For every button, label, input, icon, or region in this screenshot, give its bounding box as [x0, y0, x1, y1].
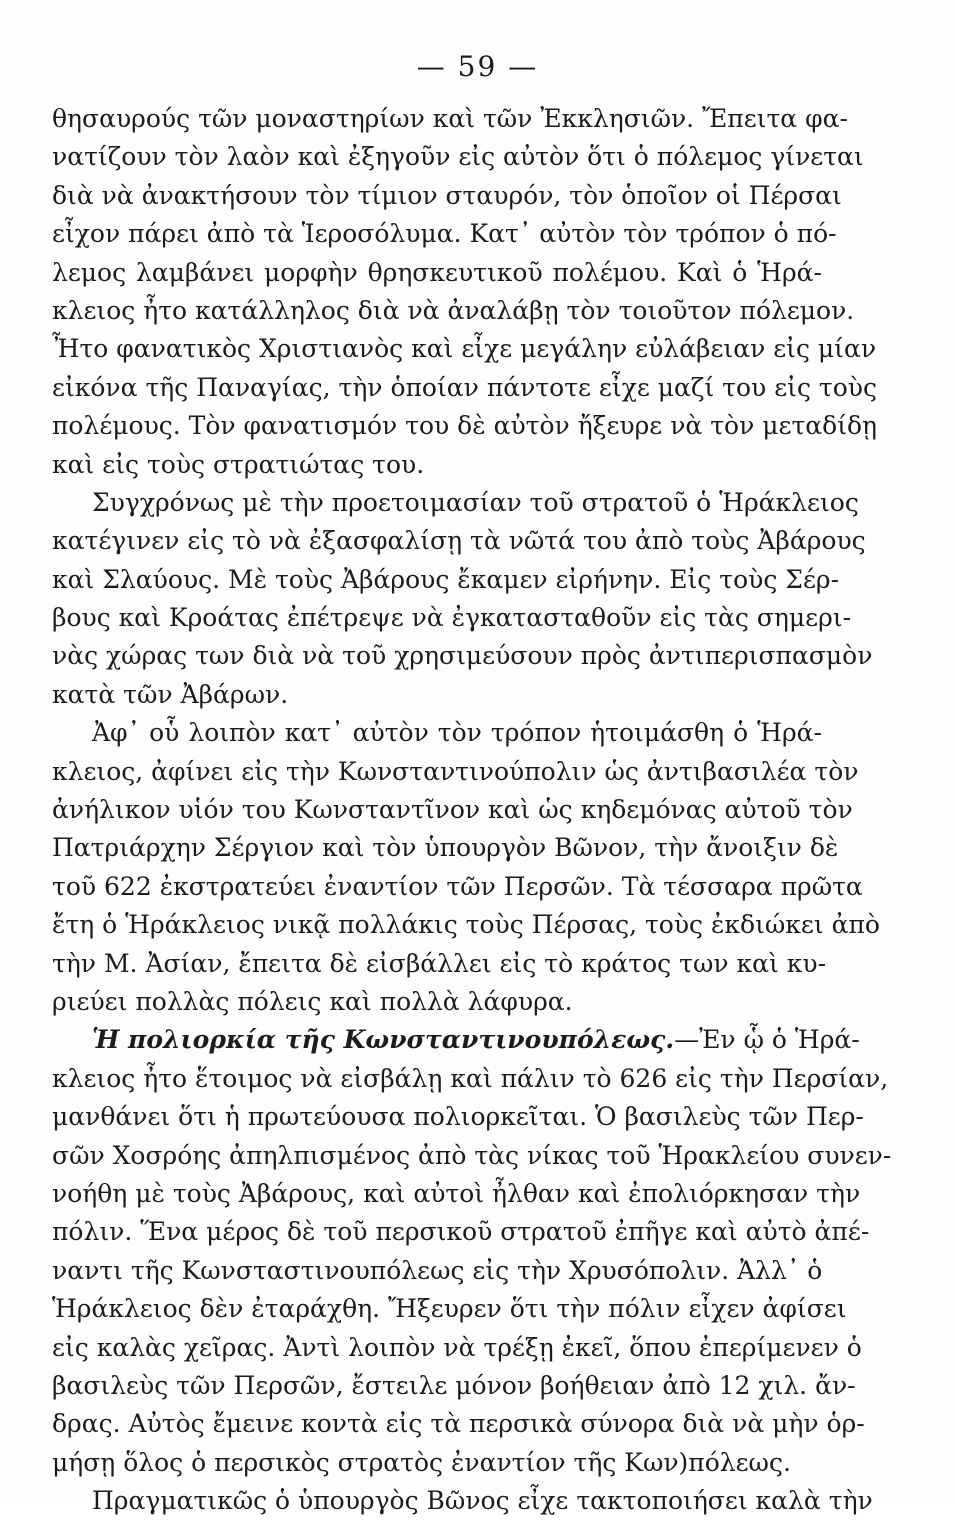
text-line-5: λεμος λαμβάνει μορφὴν θρησκευτικοῦ πολέμου. Καὶ ὁ Ἡρά-: [52, 257, 822, 287]
text-line-35: δρας. Αὐτὸς ἔμεινε κοντὰ εἰς τὰ περσικὰ σύνορα διὰ νὰ μὴν ὁρ-: [52, 1409, 865, 1439]
text-line-17: Ἀφ᾽ οὗ λοιπὸν κατ᾽ αὐτὸν τὸν τρόπον ἡτοιμάσθη ὁ Ἡρά-: [92, 718, 822, 748]
text-line-30: πόλιν. Ἕνα μέρος δὲ τοῦ περσικοῦ στρατοῦ ἐπῆγε καὶ αὐτὸ ἀπέ-: [52, 1217, 870, 1247]
text-line-6: κλειος ἦτο κατάλληλος διὰ νὰ ἀναλάβῃ τὸν τοιοῦτον πόλεμον.: [52, 295, 855, 325]
text-line-3: διὰ νὰ ἀνακτήσουν τὸν τίμιον σταυρόν, τὸν ὁποῖον οἱ Πέρσαι: [52, 180, 842, 210]
text-line-13: καὶ Σλαύους. Μὲ τοὺς Ἀβάρους ἔκαμεν εἰρήνην. Εἰς τοὺς Σέρ-: [52, 564, 840, 594]
text-line-9: πολέμους. Τὸν φανατισμόν του δὲ αὐτὸν ἤξευρε νὰ τὸν μεταδίδῃ: [52, 411, 878, 441]
text-line-4: εἶχον πάρει ἀπὸ τὰ Ἱεροσόλυμα. Κατ᾽ αὐτὸν τὸν τρόπον ὁ πό-: [52, 219, 837, 249]
text-line-14: βους καὶ Κροάτας ἐπέτρεψε νὰ ἐγκατασταθοῦν εἰς τὰς σημερι-: [52, 603, 852, 633]
body-text: [52, 100, 892, 1520]
text-line-21: τοῦ 622 ἐκστρατεύει ἐναντίον τῶν Περσῶν. Τὰ τέσσαρα πρῶτα: [52, 871, 863, 901]
text-line-7: Ἦτο φανατικὸς Χριστιανὸς καὶ εἶχε μεγάλην εὐλάβειαν εἰς μίαν: [52, 334, 877, 364]
page-number: — 59 —: [416, 50, 539, 83]
section-heading-line: [52, 1021, 860, 1059]
text-line-34: βασιλεὺς τῶν Περσῶν, ἔστειλε μόνον βοήθειαν ἀπὸ 12 χιλ. ἄν-: [52, 1370, 856, 1400]
text-line-28: σῶν Χοσρόης ἀπηλπισμένος ἀπὸ τὰς νίκας τοῦ Ἡρακλείου συνεν-: [52, 1140, 892, 1170]
text-line-24: ριεύει πολλὰς πόλεις καὶ πολλὰ λάφυρα.: [52, 986, 573, 1016]
text-line-26: κλειος ἦτο ἕτοιμος νὰ εἰσβάλῃ καὶ πάλιν τὸ 626 εἰς τὴν Περσίαν,: [52, 1063, 889, 1093]
text-line-19: ἀνήλικον υἱόν του Κωνσταντῖνον καὶ ὡς κηδεμόνας αὐτοῦ τὸν: [52, 795, 853, 825]
text-line-36: μήσῃ ὅλος ὁ περσικὸς στρατὸς ἐναντίον τῆς Κων)πόλεως.: [52, 1447, 791, 1477]
text-line-1: θησαυρούς τῶν μοναστηρίων καὶ τῶν Ἐκκλησιῶν. Ἔπειτα φα-: [52, 104, 848, 133]
text-line-20: Πατριάρχην Σέργιον καὶ τὸν ὑπουργὸν Βῶνον, τὴν ἄνοιξιν δὲ: [52, 833, 839, 863]
text-line-22: ἔτη ὁ Ἡράκλειος νικᾷ πολλάκις τοὺς Πέρσας, τοὺς ἐκδιώκει ἀπὸ: [52, 910, 880, 940]
section-heading-continuation: —Ἐν ᾧ ὁ Ἡρά-: [674, 1025, 860, 1055]
text-line-37: Πραγματικῶς ὁ ὑπουργὸς Βῶνος εἶχε τακτοποιήσει καλὰ τὴν: [92, 1486, 873, 1516]
text-line-27: μανθάνει ὅτι ἡ πρωτεύουσα πολιορκεῖται. Ὁ βασιλεὺς τῶν Περ-: [52, 1102, 864, 1132]
text-line-29: νοήθη μὲ τοὺς Ἀβάρους, καὶ αὐτοὶ ἦλθαν καὶ ἐπολιόρκησαν τὴν: [52, 1178, 861, 1208]
text-line-8: εἰκόνα τῆς Παναγίας, τὴν ὁποίαν πάντοτε εἶχε μαζί του εἰς τοὺς: [52, 372, 877, 402]
text-line-16: κατὰ τῶν Ἀβάρων.: [52, 679, 289, 709]
text-line-32: Ἡράκλειος δὲν ἐταράχθη. Ἤξευρεν ὅτι τὴν πόλιν εἶχεν ἀφίσει: [52, 1294, 847, 1324]
text-line-15: νὰς χώρας των διὰ νὰ τοῦ χρησιμεύσουν πρὸς ἀντιπερισπασμὸν: [52, 641, 873, 671]
text-line-2: νατίζουν τὸν λαὸν καὶ ἐξηγοῦν εἰς αὐτὸν ὅτι ὁ πόλεμος γίνεται: [52, 142, 864, 172]
text-line-31: ναντι τῆς Κωνσταστινουπόλεως εἰς τὴν Χρυσόπολιν. Ἀλλ᾽ ὁ: [52, 1255, 823, 1285]
text-line-11: Συγχρόνως μὲ τὴν προετοιμασίαν τοῦ στρατοῦ ὁ Ἡράκλειος: [92, 487, 859, 517]
text-line-33: εἰς καλὰς χεῖρας. Ἀντὶ λοιπὸν νὰ τρέξῃ ἐκεῖ, ὅπου ἐπερίμενεν ὁ: [52, 1332, 862, 1362]
text-line-12: κατέγινεν εἰς τὸ νὰ ἐξασφαλίσῃ τὰ νῶτά του ἀπὸ τοὺς Ἀβάρους: [52, 526, 866, 556]
section-title: Ἡ πολιορκία τῆς Κωνσταντινουπόλεως.: [92, 1025, 675, 1055]
text-line-10: καὶ εἰς τοὺς στρατιώτας του.: [52, 449, 425, 479]
text-line-23: τὴν Μ. Ἀσίαν, ἔπειτα δὲ εἰσβάλλει εἰς τὸ κράτος των καὶ κυ-: [52, 948, 827, 978]
text-line-18: κλειος, ἀφίνει εἰς τὴν Κωνσταντινούπολιν ὡς ἀντιβασιλέα τὸν: [52, 756, 859, 786]
